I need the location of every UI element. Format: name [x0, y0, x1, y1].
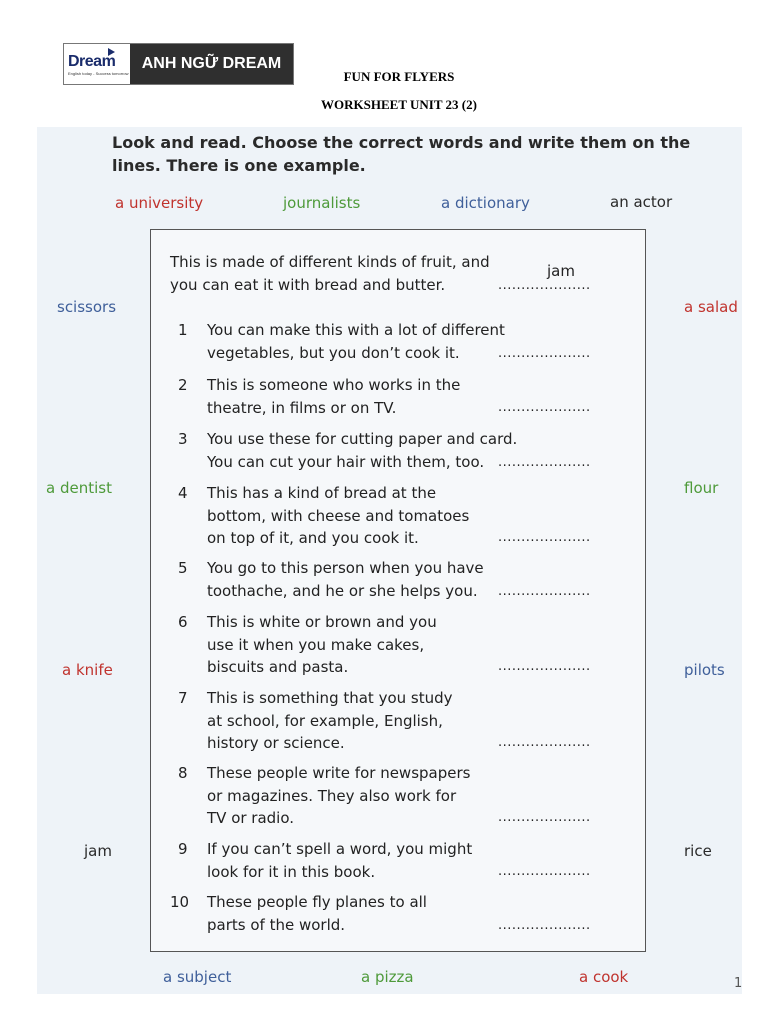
worksheet-title: FUN FOR FLYERS [343, 69, 455, 84]
answer-line-4[interactable]: .................... [498, 530, 591, 545]
question-line: look for it in this book. [207, 862, 376, 881]
question-number: 1 [178, 321, 188, 339]
logo-brand: Dream [68, 52, 116, 70]
page-number: 1 [734, 976, 743, 991]
question-number: 4 [178, 484, 188, 502]
answer-line-6[interactable]: .................... [498, 659, 591, 674]
question-line: vegetables, but you don’t cook it. [207, 343, 460, 362]
word-pizza: a pizza [361, 968, 414, 986]
question-text [207, 611, 507, 679]
logo-name: ANH NGỮ DREAM [130, 44, 293, 84]
question-line: These people fly planes to all [207, 893, 427, 911]
answer-line-5[interactable]: .................... [498, 584, 591, 599]
question-text [207, 374, 507, 419]
word-knife: a knife [62, 661, 113, 679]
question-line: You go to this person when you have [207, 559, 484, 577]
word-jam: jam [84, 842, 112, 860]
example-line-2: you can eat it with bread and butter. [170, 275, 446, 294]
answer-line-3[interactable]: .................... [498, 455, 591, 470]
answer-line-7[interactable]: .................... [498, 735, 591, 750]
example-text [170, 251, 510, 296]
question-line: at school, for example, English, [207, 711, 443, 730]
instructions-line-1: Look and read. Choose the correct words and write them on the [112, 133, 691, 152]
answer-line-1[interactable]: .................... [498, 346, 591, 361]
question-number: 9 [178, 840, 188, 858]
example-answer: jam [547, 262, 575, 280]
question-number: 2 [178, 376, 188, 394]
question-number: 10 [170, 893, 190, 911]
question-text [207, 428, 527, 473]
answer-line-2[interactable]: .................... [498, 400, 591, 415]
question-line: You can make this with a lot of different [207, 321, 505, 339]
question-line: These people write for newspapers [207, 764, 471, 782]
question-line: This is white or brown and you [207, 613, 437, 631]
question-text [207, 891, 507, 936]
question-line: on top of it, and you cook it. [207, 529, 419, 547]
word-university: a university [115, 194, 204, 212]
word-salad: a salad [684, 298, 738, 316]
question-line: If you can’t spell a word, you might [207, 840, 473, 858]
question-line: You can cut your hair with them, too. [207, 452, 485, 471]
question-text [207, 319, 507, 364]
example-line-1: This is made of different kinds of fruit, and [170, 253, 490, 271]
question-line: TV or radio. [207, 809, 295, 827]
question-line: or magazines. They also work for [207, 786, 457, 805]
question-text [207, 838, 507, 883]
question-line: parts of the world. [207, 915, 346, 934]
question-number: 6 [178, 613, 188, 631]
question-text [207, 482, 507, 550]
word-rice: rice [684, 842, 712, 860]
word-flour: flour [684, 479, 719, 497]
word-actor: an actor [610, 193, 673, 211]
question-text [207, 762, 507, 830]
question-line: This is someone who works in the [207, 376, 461, 394]
question-text [207, 687, 507, 755]
answer-line-9[interactable]: .................... [498, 864, 591, 879]
example-answer-line[interactable]: .................... [498, 278, 591, 293]
question-number: 8 [178, 764, 188, 782]
instructions-line-2: lines. There is one example. [112, 156, 366, 175]
question-line: bottom, with cheese and tomatoes [207, 506, 470, 525]
question-line: use it when you make cakes, [207, 635, 425, 654]
word-pilots: pilots [684, 661, 725, 679]
question-line: You use these for cutting paper and card. [207, 430, 518, 448]
logo-tagline: English today - Success tomorrow [68, 70, 129, 76]
question-number: 7 [178, 689, 188, 707]
question-number: 3 [178, 430, 188, 448]
question-line: biscuits and pasta. [207, 658, 349, 676]
word-cook: a cook [579, 968, 629, 986]
question-number: 5 [178, 559, 188, 577]
word-journalists: journalists [283, 194, 361, 212]
word-subject: a subject [163, 968, 232, 986]
flag-icon [108, 48, 115, 56]
question-line: This has a kind of bread at the [207, 484, 437, 502]
worksheet-subtitle: WORKSHEET UNIT 23 (2) [321, 97, 477, 112]
word-scissors: scissors [57, 298, 117, 316]
answer-line-10[interactable]: .................... [498, 918, 591, 933]
word-dentist: a dentist [46, 479, 112, 497]
answer-line-8[interactable]: .................... [498, 810, 591, 825]
question-line: history or science. [207, 734, 345, 752]
question-line: toothache, and he or she helps you. [207, 581, 478, 600]
question-text [207, 557, 507, 602]
instructions [112, 131, 712, 177]
question-line: This is something that you study [207, 689, 453, 707]
question-line: theatre, in films or on TV. [207, 398, 397, 417]
word-dictionary: a dictionary [441, 194, 530, 212]
